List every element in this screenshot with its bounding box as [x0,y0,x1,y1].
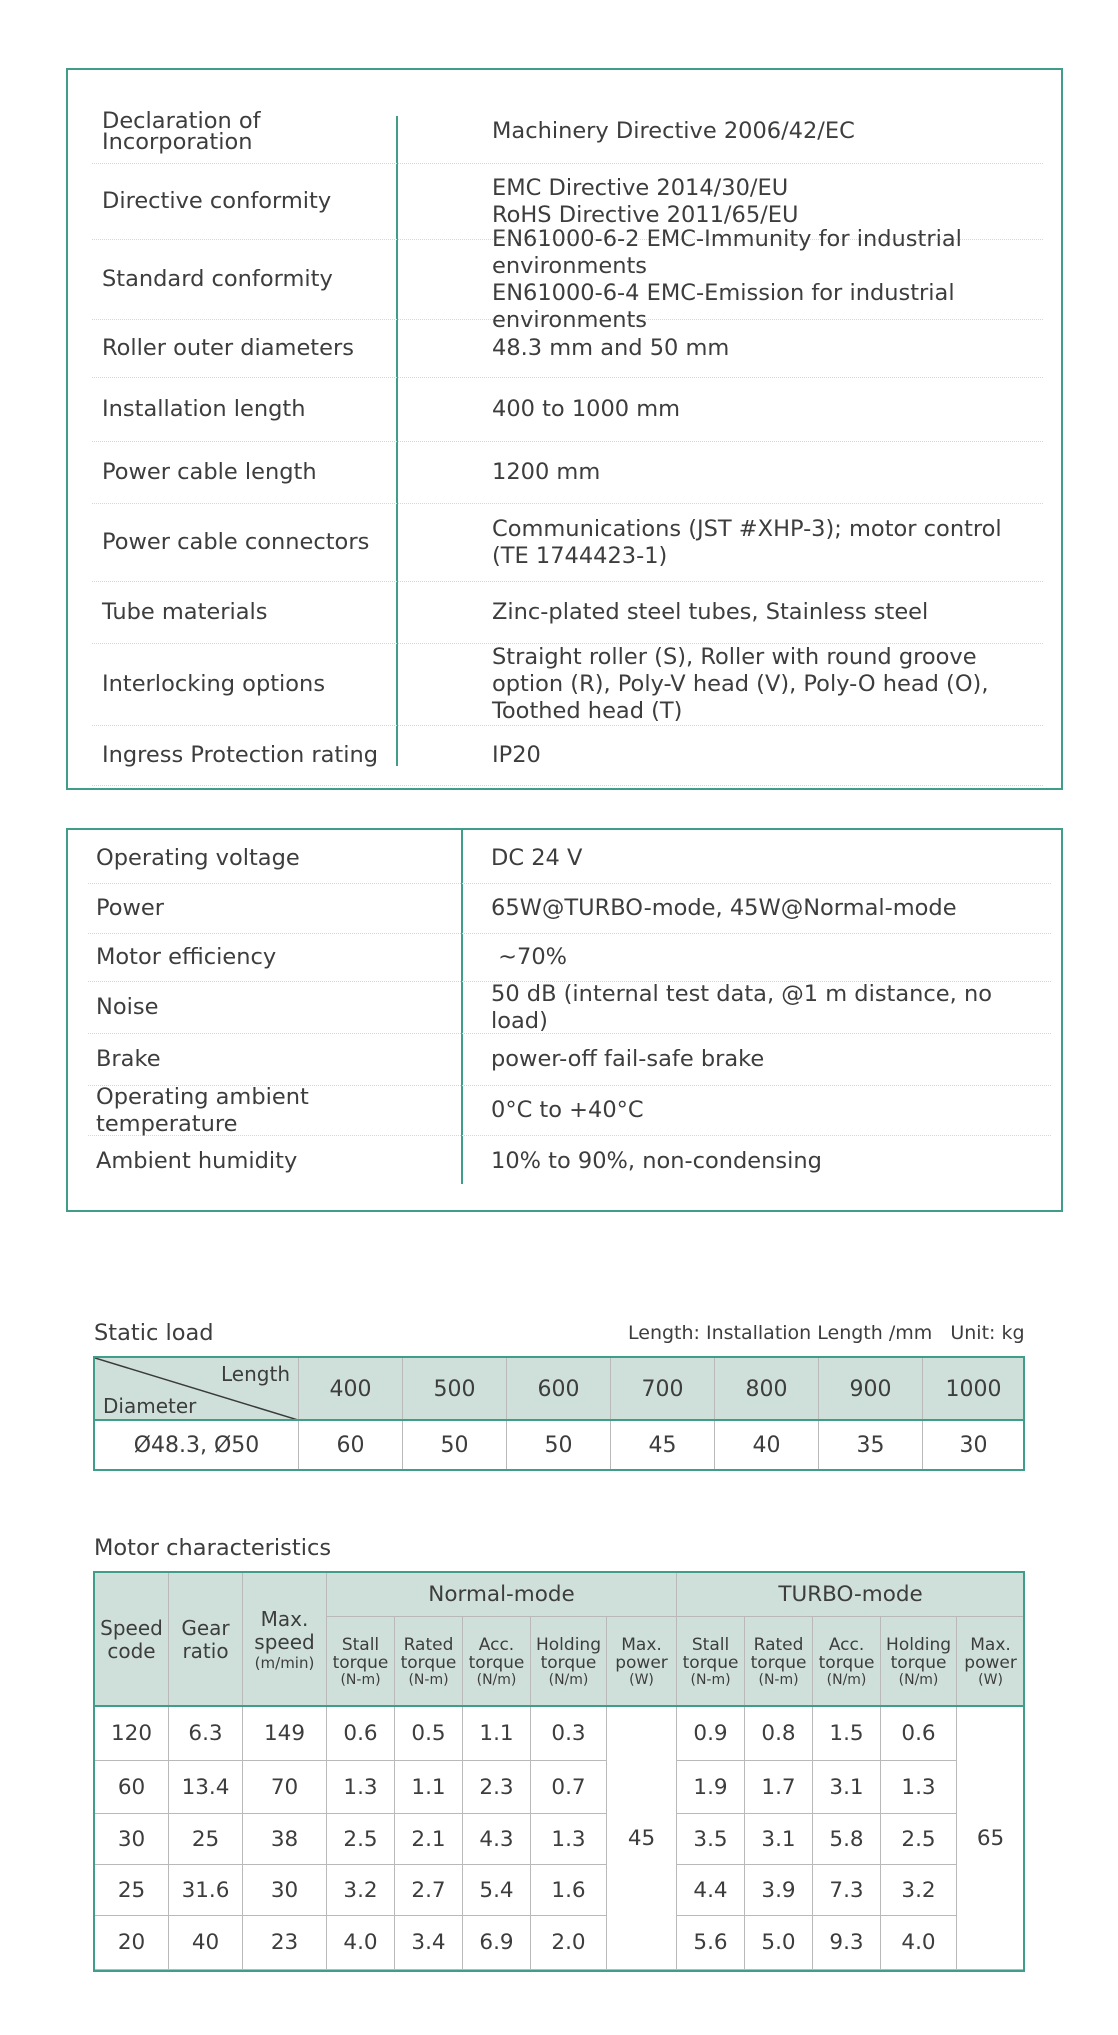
value-cell: 3.2 [881,1865,957,1916]
max-power-header: Max. power (W) [957,1617,1025,1707]
spec-row [92,100,1043,164]
table-row [95,1916,1025,1970]
value-cell: 1.7 [745,1761,813,1814]
value-cell: 5.4 [463,1865,531,1916]
spec-label: Operating ambient temperature [96,1083,309,1137]
spec-row [92,644,1043,726]
table-row [95,1865,1025,1916]
spec-value: DC 24 V [491,845,583,871]
table-row [95,1707,1025,1761]
normal-mode-header: Normal-mode [327,1573,677,1617]
max-speed-cell: 38 [243,1814,327,1865]
speed-code-cell: 30 [95,1814,169,1865]
max-speed-header: Max. speed (m/min) [243,1573,327,1707]
value-cell: 1.1 [395,1761,463,1814]
value-cell: 2.7 [395,1865,463,1916]
spec-label: Installation length [102,396,306,422]
spec-row [88,934,1051,982]
value-cell: 4.4 [677,1865,745,1916]
speed-code-header: Speed code [95,1573,169,1707]
spec-row [92,378,1043,442]
spec-label: Power cable length [102,459,317,485]
spec-label: Standard conformity [102,266,333,292]
value-cell: 2.3 [463,1761,531,1814]
length-header: 600 [507,1358,611,1421]
value-cell: 2.5 [327,1814,395,1865]
rated-torque-header: Rated torque (N-m) [745,1617,813,1707]
value-cell: 2.0 [531,1916,607,1970]
turbo-mode-header: TURBO-mode [677,1573,1025,1617]
length-header: 800 [715,1358,819,1421]
value-cell: 9.3 [813,1916,881,1970]
acc-torque-header: Acc. torque (N/m) [813,1617,881,1707]
motor-title: Motor characteristics [94,1535,332,1561]
spec-value: Communications (JST #XHP-3); motor control (TE 1744423-1) [492,515,1002,569]
gear-ratio-cell: 6.3 [169,1707,243,1761]
spec-row [88,982,1051,1034]
length-header: 900 [819,1358,923,1421]
diameter-cell: Ø48.3, Ø50 [95,1421,299,1471]
spec-value: EN61000-6-2 EMC-Immunity for industrial environments EN61000-6-4 EMC-Emission for industrial environments [492,225,962,333]
value-cell: 3.5 [677,1814,745,1865]
max-power-header: Max. power (W) [607,1617,677,1707]
speed-code-cell: 20 [95,1916,169,1970]
spec-row [88,1136,1051,1186]
length-header: 1000 [923,1358,1025,1421]
corner-length-label: Length [221,1362,290,1386]
max-speed-cell: 70 [243,1761,327,1814]
table-row [95,1761,1025,1814]
value-cell: 3.1 [745,1814,813,1865]
value-cell: 6.9 [463,1916,531,1970]
spec-row [92,582,1043,644]
value-cell: 1.3 [881,1761,957,1814]
value-cell: 5.0 [745,1916,813,1970]
value-cell: 0.6 [881,1707,957,1761]
stall-torque-header: Stall torque (N-m) [327,1617,395,1707]
normal-max-power-cell: 45 [607,1707,677,1970]
spec-row [88,834,1051,884]
value-cell: 3.2 [327,1865,395,1916]
gear-ratio-cell: 31.6 [169,1865,243,1916]
max-speed-cell: 23 [243,1916,327,1970]
load-cell: 60 [299,1421,403,1471]
spec-row [92,320,1043,378]
spec-label: Brake [96,1046,161,1072]
load-cell: 50 [507,1421,611,1471]
value-cell: 0.7 [531,1761,607,1814]
load-cell: 30 [923,1421,1025,1471]
static-load-title: Static load [94,1320,214,1346]
spec-value: IP20 [492,742,541,768]
static-load-note: Length: Installation Length /mm Unit: kg [628,1322,1025,1344]
spec-row [88,1034,1051,1086]
spec-row [92,442,1043,504]
spec-value: power-off fail-safe brake [491,1046,765,1072]
spec-value: ~70% [491,944,568,970]
value-cell: 4.0 [881,1916,957,1970]
spec-label: Power cable connectors [102,529,370,555]
value-cell: 2.5 [881,1814,957,1865]
spec-value: 10% to 90%, non-condensing [491,1147,822,1174]
holding-torque-header: Holding torque (N/m) [531,1617,607,1707]
speed-code-cell: 120 [95,1707,169,1761]
spec-value: Straight roller (S), Roller with round groove option (R), Poly-V head (V), Poly-O head (O), Toothed head (T) [492,644,989,724]
value-cell: 0.5 [395,1707,463,1761]
load-cell: 45 [611,1421,715,1471]
load-cell: 40 [715,1421,819,1471]
general-spec-box [66,68,1063,790]
gear-ratio-cell: 40 [169,1916,243,1970]
stall-torque-header: Stall torque (N-m) [677,1617,745,1707]
spec-label: Ingress Protection rating [102,742,379,768]
value-cell: 1.9 [677,1761,745,1814]
length-header: 400 [299,1358,403,1421]
value-cell: 1.1 [463,1707,531,1761]
corner-diameter-label: Diameter [103,1394,197,1418]
turbo-max-power-cell: 65 [957,1707,1025,1970]
rated-torque-header: Rated torque (N-m) [395,1617,463,1707]
spec-value: Machinery Directive 2006/42/EC [492,118,855,144]
value-cell: 0.8 [745,1707,813,1761]
value-cell: 3.4 [395,1916,463,1970]
value-cell: 1.6 [531,1865,607,1916]
acc-torque-header: Acc. torque (N/m) [463,1617,531,1707]
spec-value: 400 to 1000 mm [492,396,681,422]
spec-row [92,225,1043,333]
max-speed-cell: 30 [243,1865,327,1916]
spec-row [92,726,1043,786]
speed-code-cell: 60 [95,1761,169,1814]
spec-label: Ambient humidity [96,1147,298,1174]
spec-label: Tube materials [102,599,268,625]
motor-characteristics-table [94,1572,1025,1970]
value-cell: 2.1 [395,1814,463,1865]
spec-label: Interlocking options [102,671,326,697]
spec-value: 50 dB (internal test data, @1 m distance, no load) [491,980,992,1034]
value-cell: 0.3 [531,1707,607,1761]
max-speed-cell: 149 [243,1707,327,1761]
spec-label: Operating voltage [96,845,300,871]
value-cell: 1.3 [327,1761,395,1814]
gear-ratio-cell: 25 [169,1814,243,1865]
spec-value: 65W@TURBO-mode, 45W@Normal-mode [491,895,957,921]
value-cell: 7.3 [813,1865,881,1916]
length-header: 500 [403,1358,507,1421]
spec-label: Directive conformity [102,188,332,214]
spec-label: Noise [96,994,159,1020]
spec-label: Power [96,895,165,921]
load-cell: 35 [819,1421,923,1471]
static-load-table [94,1357,1025,1471]
spec-value: 48.3 mm and 50 mm [492,335,730,361]
value-cell: 5.8 [813,1814,881,1865]
value-cell: 0.9 [677,1707,745,1761]
spec-value: 0°C to +40°C [491,1097,644,1123]
gear-ratio-header: Gear ratio [169,1573,243,1707]
spec-value: Zinc-plated steel tubes, Stainless steel [492,599,929,625]
electrical-spec-box [66,828,1063,1212]
holding-torque-header: Holding torque (N/m) [881,1617,957,1707]
table-row [95,1814,1025,1865]
table-row [95,1421,1025,1471]
spec-value: EMC Directive 2014/30/EU RoHS Directive 2011/65/EU [492,174,799,228]
spec-value: 1200 mm [492,459,601,485]
value-cell: 3.9 [745,1865,813,1916]
load-cell: 50 [403,1421,507,1471]
value-cell: 4.3 [463,1814,531,1865]
value-cell: 1.5 [813,1707,881,1761]
spec-row [88,884,1051,934]
value-cell: 4.0 [327,1916,395,1970]
speed-code-cell: 25 [95,1865,169,1916]
spec-label: Declaration of Incorporation [102,107,261,155]
spec-row [88,1083,1051,1137]
value-cell: 1.3 [531,1814,607,1865]
length-header: 700 [611,1358,715,1421]
value-cell: 3.1 [813,1761,881,1814]
corner-header [95,1358,299,1421]
spec-label: Motor efficiency [96,944,277,970]
spec-label: Roller outer diameters [102,335,354,361]
value-cell: 5.6 [677,1916,745,1970]
value-cell: 0.6 [327,1707,395,1761]
gear-ratio-cell: 13.4 [169,1761,243,1814]
spec-row [92,504,1043,582]
